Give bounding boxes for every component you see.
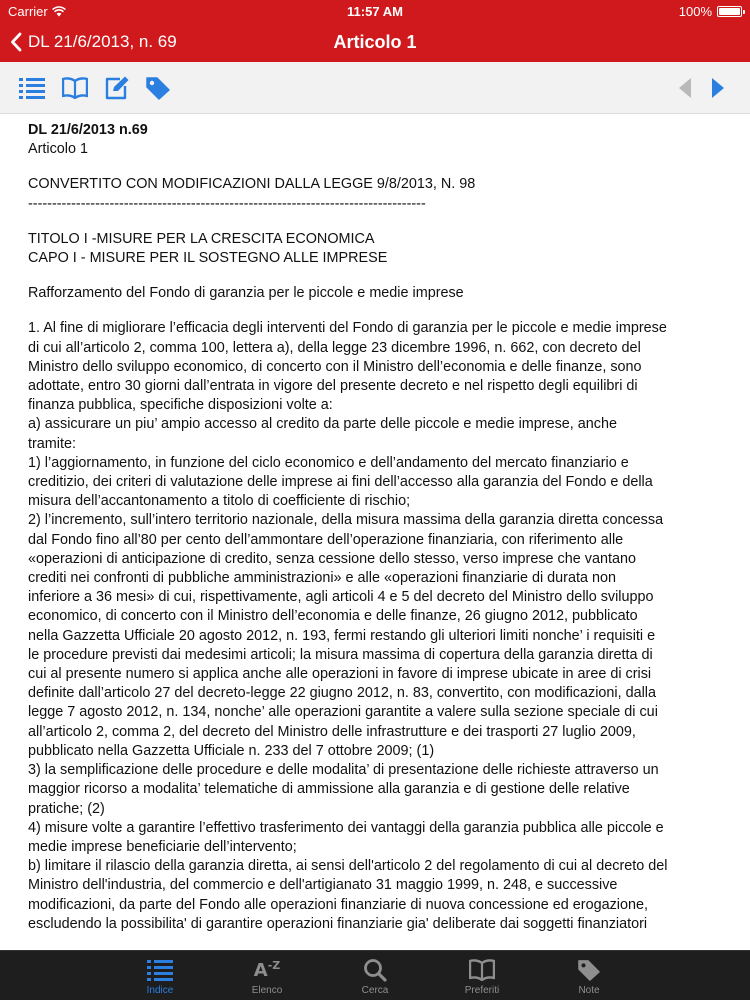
book-icon xyxy=(62,77,88,99)
battery-icon xyxy=(717,6,742,17)
body-line: escludendo la possibilita' di garantire operazioni finanziarie gia' deliberate dai soggetti finanziatori xyxy=(28,915,648,932)
clock: 11:57 AM xyxy=(347,4,403,19)
chapter-heading: CAPO I - MISURE PER IL SOSTEGNO ALLE IMPRESE xyxy=(28,250,388,267)
list-icon xyxy=(19,77,45,99)
separator-line: ----------------------------------------------------------------------------------- xyxy=(28,195,426,212)
document-toolbar xyxy=(0,62,750,114)
body-line: a) assicurare un piu’ ampio accesso al credito da parte delle piccole e medie imprese, anche xyxy=(28,416,617,433)
body-line: maggior ricorso a modalita’ telematiche di ammissione alla garanzia e di gestione delle relative xyxy=(28,781,630,798)
back-button-label: DL 21/6/2013, n. 69 xyxy=(28,32,177,51)
body-line: «operazioni di anticipazione di credito, senza cessione dello stesso, verso imprese che vantano xyxy=(28,550,636,567)
body-line: nella Gazzetta Ufficiale 20 agosto 2012, n. 193, fermi restando gli ulteriori limiti nonche’ i requisiti e xyxy=(28,627,656,644)
body-line: 1) l’aggiornamento, in funzione del ciclo economico e dell’andamento del mercato finanziario e xyxy=(28,454,629,471)
article-rubric: Rafforzamento del Fondo di garanzia per le piccole e medie imprese xyxy=(28,285,464,302)
body-line: economico, di concerto con il Ministro dell’economia e delle finanze, 26 giugno 2012, pubblicato xyxy=(28,608,638,625)
list-icon xyxy=(147,959,173,981)
tag-icon xyxy=(577,959,601,981)
body-line: medie imprese beneficiarie dell’intervento; xyxy=(28,838,297,855)
previous-article-button[interactable] xyxy=(671,74,699,102)
body-line: le procedure previsti dai medesimi articoli; la misura massima di copertura della garanzia diretta di xyxy=(28,646,653,663)
document-content xyxy=(28,114,728,932)
body-line: modificazioni, da parte del Fondo alle operazioni finanziarie di nuova concessione ed erogazione, xyxy=(28,896,648,913)
page-title: Articolo 1 xyxy=(333,32,417,52)
body-line: definite dall’articolo 27 del decreto-legge 22 giugno 2012, n. 83, convertito, con modificazioni, dalla xyxy=(28,685,656,702)
tab-elenco-label: Elenco xyxy=(251,985,283,996)
tab-cerca[interactable] xyxy=(335,951,415,1000)
body-line: pubblicato nella Gazzetta Ufficiale n. 233 del 7 ottobre 2009; (1) xyxy=(28,742,435,759)
body-line: all’articolo 2, comma 2, del decreto del Ministro delle infrastrutture e dei trasporti 27 luglio 2009, xyxy=(28,723,636,740)
body-line: Ministro dello sviluppo economico, di concerto con il Ministro dell’economia e delle finanze, sono xyxy=(28,358,642,375)
body-line: 3) la semplificazione delle procedure e delle modalita’ di presentazione delle richieste attraverso un xyxy=(28,762,659,779)
body-line: legge 7 agosto 2012, n. 134, nonche’ alle operazioni garantite a valere sulla sezione speciale di cui xyxy=(28,704,658,721)
tab-indice[interactable] xyxy=(120,951,200,1000)
read-book-button[interactable] xyxy=(61,74,89,102)
body-line: adottate, entro 30 giorni dall’entrata in vigore del presente decreto e nel rispetto degli equilibri di xyxy=(28,378,638,395)
body-line: 1. Al fine di migliorare l’efficacia degli interventi del Fondo di garanzia per le piccole e medie imprese xyxy=(28,320,667,337)
book-icon xyxy=(469,959,495,981)
body-line: tramite: xyxy=(28,435,76,452)
tab-preferiti[interactable] xyxy=(442,951,522,1000)
tab-elenco[interactable] xyxy=(227,951,307,1000)
body-line: Ministro dell'industria, del commercio e dell'artigianato 31 maggio 1999, n. 248, e successive xyxy=(28,877,618,894)
body-line: 2) l’incremento, sull’intero territorio nazionale, della misura massima della garanzia diretta concessa xyxy=(28,512,664,529)
tab-bar xyxy=(0,950,750,1000)
title-heading: TITOLO I -MISURE PER LA CRESCITA ECONOMICA xyxy=(28,230,375,247)
az-sort-icon: $A^{-Z}$ xyxy=(253,959,281,981)
tab-note-label: Note xyxy=(578,985,600,996)
next-article-button[interactable] xyxy=(704,74,732,102)
body-line: misura dell’accantonamento a titolo di coefficiente di rischio; xyxy=(28,493,411,510)
body-line: b) limitare il rilascio della garanzia diretta, ai sensi dell'articolo 2 del regolamento di cui al decreto del xyxy=(28,858,668,875)
conversion-note: CONVERTITO CON MODIFICAZIONI DALLA LEGGE 9/8/2013, N. 98 xyxy=(28,176,476,193)
article-heading: Articolo 1 xyxy=(28,141,88,158)
battery-percent: 100% xyxy=(678,4,712,19)
next-arrow-icon xyxy=(710,77,726,99)
body-line: creditizio, dei criteri di valutazione delle imprese ai fini dell’accesso alla garanzia del Fondo e della xyxy=(28,474,653,491)
body-line: dal Fondo fino all’80 per cento dell’ammontare dell’operazione finanziaria, con riferimento alle xyxy=(28,531,624,548)
edit-icon xyxy=(104,76,130,100)
article-body xyxy=(28,319,728,932)
battery-indicator xyxy=(679,4,742,19)
tab-note[interactable] xyxy=(549,951,629,1000)
tag-icon xyxy=(145,76,171,100)
navigation-bar xyxy=(0,22,750,62)
body-line: finanza pubblica, specifiche disposizioni volte a: xyxy=(28,397,333,414)
tag-button[interactable] xyxy=(144,74,172,102)
decree-reference: DL 21/6/2013 n.69 xyxy=(28,122,148,138)
index-list-button[interactable] xyxy=(18,74,46,102)
edit-note-button[interactable] xyxy=(103,74,131,102)
carrier-label: Carrier xyxy=(8,4,48,19)
tab-cerca-label: Cerca xyxy=(361,985,389,996)
tab-indice-label: Indice xyxy=(146,985,174,996)
body-line: pratiche; (2) xyxy=(28,800,105,817)
search-icon xyxy=(363,958,387,982)
status-bar xyxy=(0,0,750,22)
body-line: inferiore a 36 mesi» di cui, rispettivamente, agli articoli 4 e 5 del decreto del Ministro dello sviluppo xyxy=(28,589,654,606)
prev-arrow-icon xyxy=(677,77,693,99)
body-line: di cui all’articolo 2, comma 100, lettera a), della legge 23 dicembre 1996, n. 662, con decreto del xyxy=(28,339,641,356)
body-line: cui al presente numero si applica anche alle operazioni in favore di imprese ubicate in aree di crisi xyxy=(28,666,652,683)
body-line: 4) misure volte a garantire l’effettivo trasferimento dei vantaggi della garanzia pubblica alle piccole e xyxy=(28,819,664,836)
body-line: crediti nei confronti di pubbliche amministrazioni» e alle «operazioni finanziarie di durata non xyxy=(28,570,616,587)
tab-preferiti-label: Preferiti xyxy=(464,985,500,996)
